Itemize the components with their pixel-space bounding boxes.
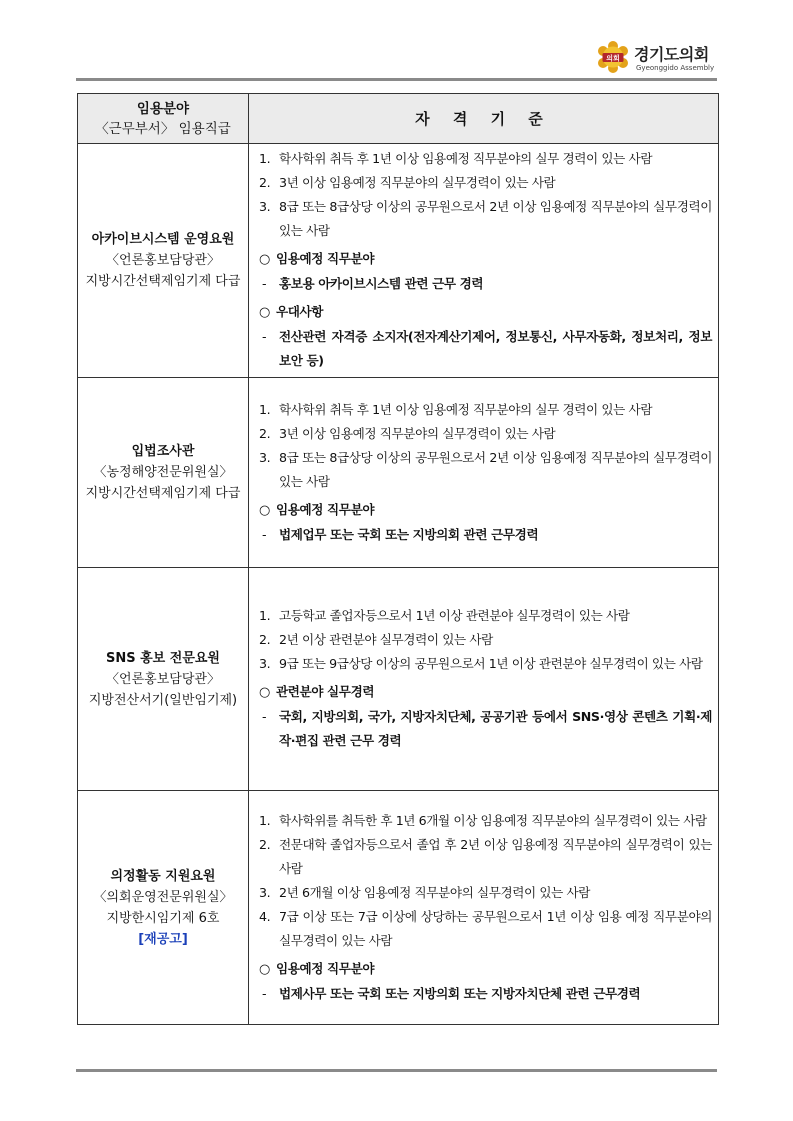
criteria-cell: [249, 791, 719, 1025]
criteria-cell: [249, 144, 719, 378]
table-header-row: [78, 94, 719, 144]
section-title: ○ 임용예정 직무분야: [259, 960, 375, 977]
section-detail: - 법제사무 또는 국회 또는 지방의회 또는 지방자치단체 관련 근무경력: [262, 985, 641, 1001]
rerecruit-badge: [재공고]: [138, 931, 188, 947]
section-title: ○ 우대사항: [259, 304, 324, 320]
criteria-cell: [249, 378, 719, 568]
position-department: 〈언론홍보담당관〉: [106, 253, 220, 268]
top-divider: [76, 78, 717, 81]
list-item: 3. 9급 또는 9급상당 이상의 공무원으로서 1년 이상 관련분야 실무경력이 있는 사람: [259, 656, 703, 671]
section-title: ○ 관련분야 실무경력: [259, 684, 375, 700]
position-name: SNS 홍보 전문요원: [105, 650, 220, 666]
assembly-seal-icon: [596, 40, 630, 74]
list-item: 3. 8급 또는 8급상당 이상의 공무원으로서 2년 이상 임용예정 직무분야의 실무경력이 있는 사람: [259, 199, 712, 238]
field-header-subtitle: 〈근무부서〉 임용직급: [95, 120, 231, 137]
list-item: 3. 2년 6개월 이상 임용예정 직무분야의 실무경력이 있는 사람: [259, 884, 591, 900]
position-rank: 지방시간선택제임기제 다급: [85, 486, 241, 501]
criteria-header-cell: 자 격 기 준: [249, 94, 719, 144]
position-name: 아카이브시스템 운영요원: [91, 232, 235, 247]
list-item: 2. 3년 이상 임용예정 직무분야의 실무경력이 있는 사람: [259, 175, 556, 190]
list-item: 2. 전문대학 졸업자등으로서 졸업 후 2년 이상 임용예정 직무분야의 실무경력이 있는 사람: [259, 836, 712, 876]
position-rank: 지방시간선택제임기제 다급: [85, 274, 241, 289]
position-name: 의정활동 지원요원: [110, 868, 216, 884]
list-item: 4. 7급 이상 또는 7급 이상에 상당하는 공무원으로서 1년 이상 임용 예정 직무분야의 실무경력이 있는 사람: [259, 908, 712, 948]
seal-text: 의회: [606, 54, 620, 63]
position-cell: [78, 791, 249, 1025]
table-row: [78, 568, 719, 791]
list-item: 2. 2년 이상 관련분야 실무경력이 있는 사람: [259, 632, 493, 647]
qualification-table: [77, 93, 719, 1025]
qualification-list: [259, 809, 712, 953]
position-department: 〈언론홍보담당관〉: [106, 671, 220, 687]
table-row: [78, 144, 719, 378]
list-item: 1. 학사학위 취득 후 1년 이상 임용예정 직무분야의 실무 경력이 있는 사람: [259, 401, 653, 417]
position-rank: 지방전산서기(일반임기제): [88, 692, 238, 708]
position-cell: [78, 378, 249, 568]
field-header-title: 임용분야: [136, 100, 190, 117]
list-item: 1. 학사학위 취득 후 1년 이상 임용예정 직무분야의 실무 경력이 있는 사람: [259, 151, 653, 166]
list-item: 1. 고등학교 졸업자등으로서 1년 이상 관련분야 실무경력이 있는 사람: [259, 608, 630, 623]
table-row: [78, 378, 719, 568]
bottom-divider: [76, 1069, 717, 1072]
section-detail: - 홍보용 아카이브시스템 관련 근무 경력: [262, 276, 484, 291]
logo-text: 경기도의회: [634, 45, 709, 64]
position-name: 입법조사관: [131, 444, 195, 459]
criteria-cell: [249, 568, 719, 791]
assembly-logo: [596, 38, 721, 78]
qualification-list: [259, 604, 712, 676]
position-rank: 지방한시임기제 6호: [106, 910, 220, 926]
list-item: 2. 3년 이상 임용예정 직무분야의 실무경력이 있는 사람: [259, 425, 556, 441]
field-header-cell: [78, 94, 249, 144]
list-item: 1. 학사학위를 취득한 후 1년 6개월 이상 임용예정 직무분야의 실무경력이 있는 사람: [259, 812, 707, 828]
position-cell: [78, 568, 249, 791]
section-detail: - 국회, 지방의회, 국가, 지방자치단체, 공공기관 등에서 SNS·영상 콘텐츠 기획·제작·편집 관련 근무 경력: [262, 709, 712, 748]
list-item: 3. 8급 또는 8급상당 이상의 공무원으로서 2년 이상 임용예정 직무분야의 실무경력이 있는 사람: [259, 449, 712, 489]
section-detail: - 법제업무 또는 국회 또는 지방의회 관련 근무경력: [262, 526, 539, 542]
section-detail: - 전산관련 자격증 소지자(전자계산기제어, 정보통신, 사무자동화, 정보처리, 정보보안 등): [262, 329, 712, 368]
qualification-list: [259, 398, 712, 494]
position-cell: [78, 144, 249, 378]
position-department: 〈의회운영전문위원실〉: [93, 889, 233, 905]
table-row: [78, 791, 719, 1025]
qualification-list: [259, 147, 712, 243]
section-title: ○ 임용예정 직무분야: [259, 251, 375, 267]
logo-subtext: Gyeonggido Assembly: [636, 64, 715, 72]
position-department: 〈농정해양전문위원실〉: [93, 465, 233, 480]
section-title: ○ 임용예정 직무분야: [259, 501, 375, 518]
